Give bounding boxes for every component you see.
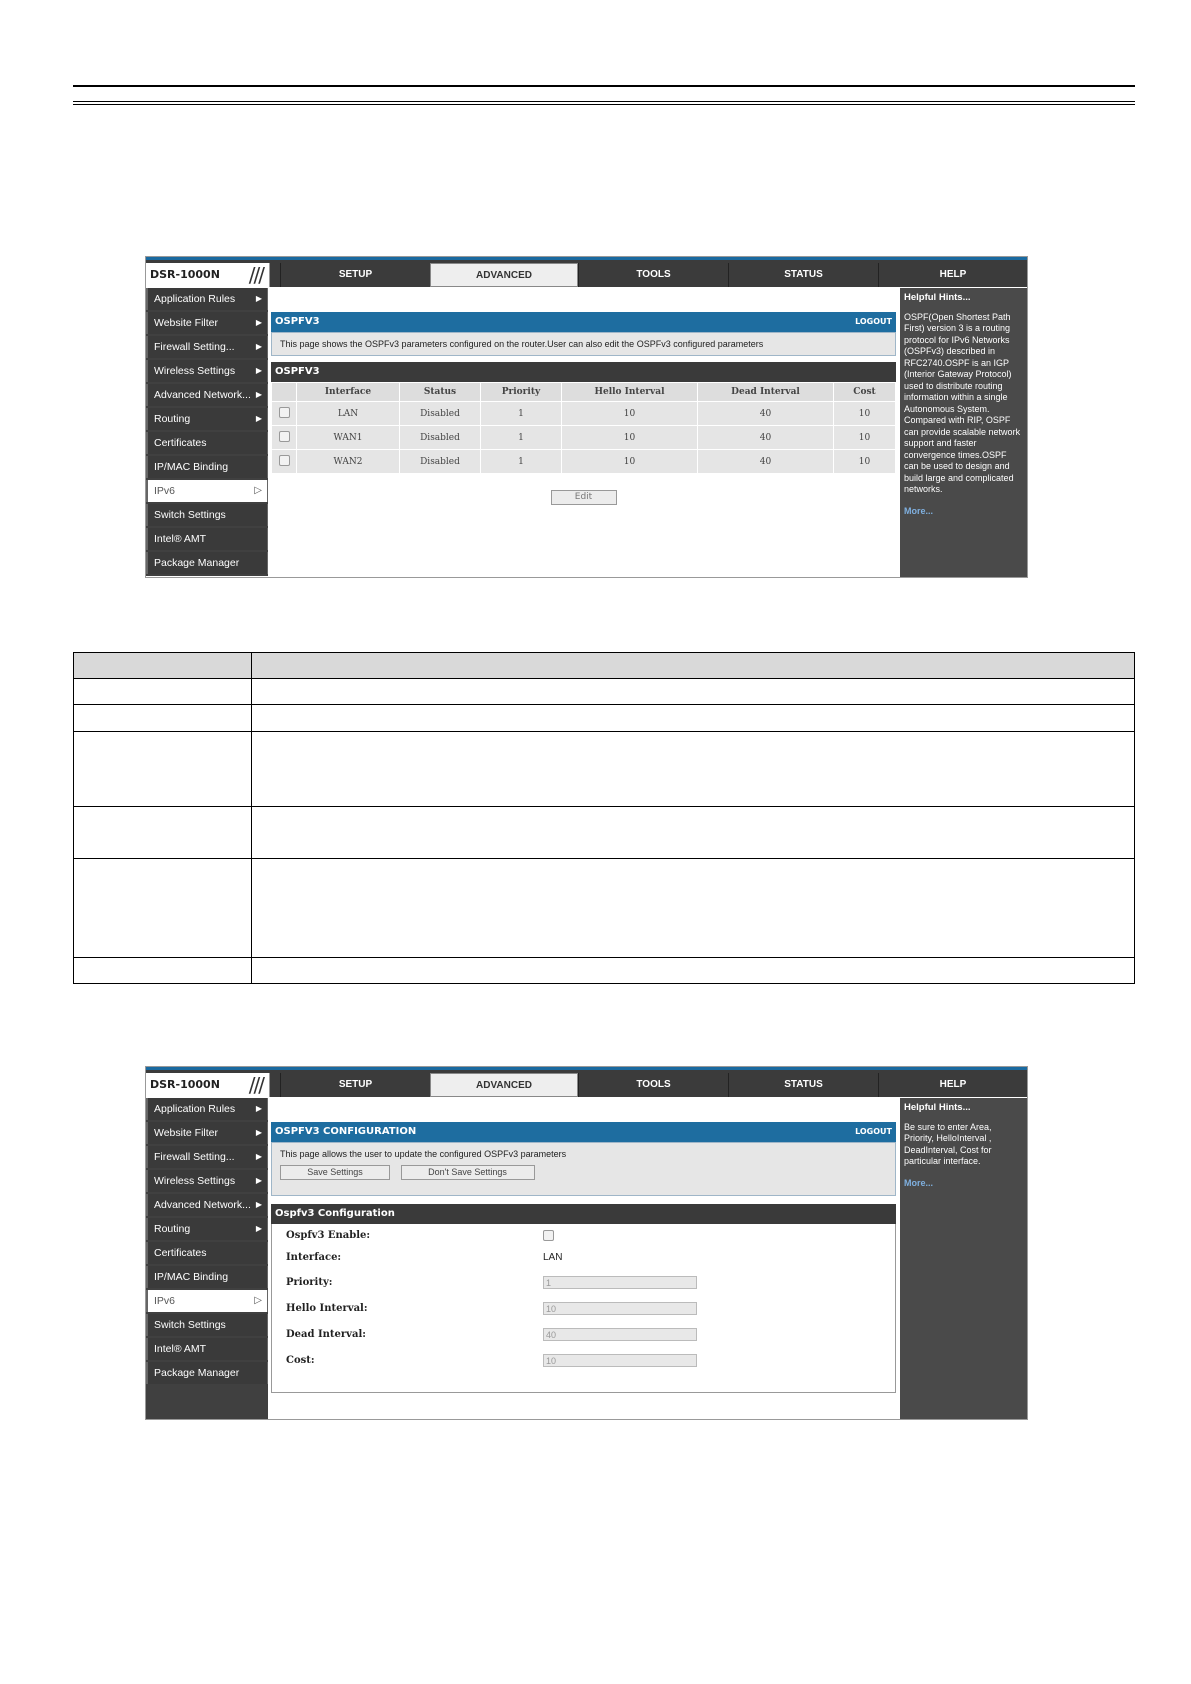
sidebar-item-firewall-setting[interactable] <box>146 1146 268 1168</box>
table-cell: 1 <box>481 402 562 426</box>
tab-tools[interactable]: TOOLS <box>578 263 728 287</box>
dead-interval-row <box>272 1323 895 1349</box>
table-cell: 10 <box>834 402 896 426</box>
caret-right-icon: ▶ <box>255 390 262 399</box>
dead-interval-label: Dead Interval: <box>286 1329 366 1340</box>
ospfv3-enable-row <box>272 1224 895 1246</box>
caret-right-icon: ▶ <box>255 1128 262 1137</box>
sidebar-item-label: Application Rules <box>154 293 236 305</box>
sidebar-item-label: Firewall Setting... <box>154 341 235 353</box>
table-cell <box>74 807 252 859</box>
column-header: Dead Interval <box>698 383 834 402</box>
table-cell: 10 <box>562 450 698 474</box>
sidebar <box>146 1098 268 1419</box>
ospfv3-enable-checkbox[interactable] <box>543 1230 554 1241</box>
sidebar-item-label: IPv6 <box>154 485 176 497</box>
field-description-table <box>73 652 1135 984</box>
sidebar-item-label: Advanced Network... <box>154 389 251 401</box>
sidebar-item-label: Package Manager <box>154 557 240 569</box>
table-cell: 10 <box>834 426 896 450</box>
column-header: Interface <box>297 383 400 402</box>
sidebar-item-website-filter[interactable] <box>146 312 268 334</box>
save-settings-button[interactable]: Save Settings <box>280 1165 390 1180</box>
top-nav <box>146 257 1027 287</box>
panel-header <box>271 1122 896 1142</box>
main-content <box>271 288 896 505</box>
ospfv3-configuration-screenshot <box>145 1066 1028 1420</box>
priority-label: Priority: <box>286 1277 333 1288</box>
table-header-row <box>272 383 896 402</box>
sidebar-item-switch-settings[interactable] <box>146 1314 268 1336</box>
caret-right-icon: ▶ <box>255 1176 262 1185</box>
sidebar-item-label: Advanced Network... <box>154 1199 251 1211</box>
sidebar-item-label: Certificates <box>154 437 207 449</box>
hello-interval-label: Hello Interval: <box>286 1303 368 1314</box>
tab-status[interactable]: STATUS <box>728 1073 878 1097</box>
sidebar-item-label: Package Manager <box>154 1367 240 1379</box>
row-checkbox[interactable] <box>272 402 297 426</box>
product-logo: DSR-1000N /// <box>146 263 270 287</box>
hello-interval-row <box>272 1297 895 1323</box>
help-title: Helpful Hints... <box>904 292 971 303</box>
sidebar-item-certificates[interactable] <box>146 1242 268 1264</box>
sidebar-item-application-rules[interactable] <box>146 288 268 310</box>
table-cell <box>252 859 1135 958</box>
caret-right-icon: ▶ <box>255 1152 262 1161</box>
column-header: Hello Interval <box>562 383 698 402</box>
sidebar-item-certificates[interactable] <box>146 432 268 454</box>
table-row <box>74 679 1135 705</box>
column-header: Status <box>400 383 481 402</box>
table-row <box>74 958 1135 984</box>
header-rule-double-2 <box>73 104 1135 105</box>
sidebar-item-label: IPv6 <box>154 1295 176 1307</box>
sidebar-item-label: Wireless Settings <box>154 1175 236 1187</box>
row-checkbox[interactable] <box>272 450 297 474</box>
tab-advanced[interactable]: ADVANCED <box>430 263 578 287</box>
column-header: Cost <box>834 383 896 402</box>
help-text: Be sure to enter Area, Priority, HelloInterval , DeadInterval, Cost for particular interface. <box>904 1121 992 1166</box>
tab-help[interactable]: HELP <box>878 1073 1027 1097</box>
select-column-header <box>272 383 297 402</box>
help-panel <box>900 288 1027 577</box>
table-row <box>74 859 1135 958</box>
sidebar-item-label: Switch Settings <box>154 1319 226 1331</box>
table-row <box>74 705 1135 732</box>
sidebar-item-routing[interactable] <box>146 1218 268 1240</box>
sidebar-item-label: Routing <box>154 413 191 425</box>
table-cell <box>74 859 252 958</box>
caret-right-icon: ▶ <box>255 342 262 351</box>
help-more-link[interactable]: More... <box>904 505 934 516</box>
panel-header <box>271 312 896 332</box>
help-title: Helpful Hints... <box>904 1102 971 1113</box>
tab-tools[interactable]: TOOLS <box>578 1073 728 1097</box>
sidebar-item-label: Application Rules <box>154 1103 236 1115</box>
caret-right-outline-icon: ▷ <box>254 485 262 496</box>
table-cell <box>252 679 1135 705</box>
header-rule-top <box>73 85 1135 87</box>
sidebar-item-firewall-setting[interactable] <box>146 336 268 358</box>
table-cell: Disabled <box>400 402 481 426</box>
help-text: OSPF(Open Shortest Path First) version 3 is a routing protocol for IPv6 Networks (OSPFv3) described in RFC2740.OSPF is an IGP (Interior Gateway Protocol) used to distribute routing information within a single Autonomous System. Compared with RIP, OSPF can provide scalable network support and faster convergence times.OSPF can be used to design and build large and complicated networks. <box>904 311 1021 494</box>
table-cell: LAN <box>297 402 400 426</box>
tab-advanced[interactable]: ADVANCED <box>430 1073 578 1097</box>
help-panel <box>900 1098 1027 1419</box>
table-cell: 1 <box>481 450 562 474</box>
sidebar-item-label: Certificates <box>154 1247 207 1259</box>
table-row[interactable] <box>272 426 896 450</box>
sidebar-item-label: IP/MAC Binding <box>154 1271 229 1283</box>
table-cell <box>74 732 252 807</box>
table-cell <box>74 958 252 984</box>
dont-save-settings-button[interactable]: Don't Save Settings <box>401 1165 535 1180</box>
hello-interval-input[interactable]: 10 <box>543 1302 697 1315</box>
panel-description: This page shows the OSPFv3 parameters configured on the router.User can also edit the OSPFv3 configured parameters <box>271 332 896 356</box>
table-cell: 10 <box>562 426 698 450</box>
table-cell <box>74 705 252 732</box>
caret-right-outline-icon: ▷ <box>254 1295 262 1306</box>
sidebar-item-ip-mac-binding[interactable] <box>146 1266 268 1288</box>
panel-title: OSPFV3 CONFIGURATION <box>275 1126 417 1137</box>
caret-right-icon: ▶ <box>255 366 262 375</box>
product-logo: DSR-1000N /// <box>146 1073 270 1097</box>
sidebar-item-application-rules[interactable] <box>146 1098 268 1120</box>
row-checkbox[interactable] <box>272 426 297 450</box>
caret-right-icon: ▶ <box>255 414 262 423</box>
table-cell <box>252 732 1135 807</box>
cost-input[interactable]: 10 <box>543 1354 697 1367</box>
table-cell: 40 <box>698 450 834 474</box>
dead-interval-input[interactable]: 40 <box>543 1328 697 1341</box>
tab-setup[interactable]: SETUP <box>280 1073 430 1097</box>
panel-description <box>271 1142 896 1196</box>
header-rule-double <box>73 101 1135 102</box>
caret-right-icon: ▶ <box>255 318 262 327</box>
section-title: Ospfv3 Configuration <box>271 1204 896 1224</box>
sidebar-item-website-filter[interactable] <box>146 1122 268 1144</box>
sidebar-item-package-manager[interactable] <box>146 552 268 574</box>
sidebar-item-ipv6[interactable] <box>146 1290 268 1312</box>
sidebar-item-label: Routing <box>154 1223 191 1235</box>
sidebar-item-wireless-settings[interactable] <box>146 360 268 382</box>
table-cell: 10 <box>834 450 896 474</box>
main-content <box>271 1098 896 1393</box>
table-cell: 40 <box>698 402 834 426</box>
sidebar-item-label: IP/MAC Binding <box>154 461 229 473</box>
table-cell <box>74 653 252 679</box>
sidebar-item-intel-amt[interactable] <box>146 1338 268 1360</box>
interface-value: LAN <box>543 1252 563 1263</box>
help-more-link[interactable]: More... <box>904 1177 934 1188</box>
interface-row <box>272 1246 895 1271</box>
top-nav <box>146 1067 1027 1097</box>
panel-title: OSPFV3 <box>275 316 320 327</box>
panel-description-text: This page allows the user to update the configured OSPFv3 parameters <box>280 1149 567 1159</box>
cost-label: Cost: <box>286 1355 315 1366</box>
logout-link[interactable]: LOGOUT <box>855 317 892 326</box>
table-row[interactable] <box>272 450 896 474</box>
sidebar-item-ip-mac-binding[interactable] <box>146 456 268 478</box>
table-row[interactable] <box>272 402 896 426</box>
sidebar-item-label: Intel® AMT <box>154 533 207 545</box>
table-row <box>74 807 1135 859</box>
sidebar-item-label: Switch Settings <box>154 509 226 521</box>
table-cell <box>252 958 1135 984</box>
config-form <box>271 1224 896 1393</box>
tab-status[interactable]: STATUS <box>728 263 878 287</box>
table-cell: WAN1 <box>297 426 400 450</box>
sidebar-item-wireless-settings[interactable] <box>146 1170 268 1192</box>
edit-button[interactable]: Edit <box>551 490 617 505</box>
table-cell: Disabled <box>400 426 481 450</box>
sidebar <box>146 288 268 576</box>
sidebar-item-label: Intel® AMT <box>154 1343 207 1355</box>
table-cell: 1 <box>481 426 562 450</box>
table-cell <box>252 653 1135 679</box>
sidebar-item-advanced-network[interactable] <box>146 384 268 406</box>
caret-right-icon: ▶ <box>255 1200 262 1209</box>
column-header: Priority <box>481 383 562 402</box>
sidebar-item-switch-settings[interactable] <box>146 504 268 526</box>
sidebar-item-routing[interactable] <box>146 408 268 430</box>
tab-setup[interactable]: SETUP <box>280 263 430 287</box>
ospfv3-table <box>271 382 896 474</box>
caret-right-icon: ▶ <box>255 294 262 303</box>
ospfv3-enable-label: Ospfv3 Enable: <box>286 1230 371 1241</box>
table-cell <box>74 679 252 705</box>
table-cell <box>252 807 1135 859</box>
caret-right-icon: ▶ <box>255 1224 262 1233</box>
cost-row <box>272 1349 895 1375</box>
sidebar-item-label: Firewall Setting... <box>154 1151 235 1163</box>
section-title: OSPFV3 <box>271 362 896 382</box>
priority-row <box>272 1271 895 1297</box>
tab-help[interactable]: HELP <box>878 263 1027 287</box>
sidebar-item-advanced-network[interactable] <box>146 1194 268 1216</box>
caret-right-icon: ▶ <box>255 1104 262 1113</box>
sidebar-item-label: Website Filter <box>154 1127 218 1139</box>
sidebar-item-intel-amt[interactable] <box>146 528 268 550</box>
logout-link[interactable]: LOGOUT <box>855 1127 892 1136</box>
interface-label: Interface: <box>286 1252 342 1263</box>
table-cell: 40 <box>698 426 834 450</box>
table-header-row <box>74 653 1135 679</box>
sidebar-item-label: Wireless Settings <box>154 365 236 377</box>
table-cell <box>252 705 1135 732</box>
table-row <box>74 732 1135 807</box>
table-cell: WAN2 <box>297 450 400 474</box>
sidebar-item-ipv6[interactable] <box>146 480 268 502</box>
table-cell: 10 <box>562 402 698 426</box>
sidebar-item-package-manager[interactable] <box>146 1362 268 1384</box>
sidebar-item-label: Website Filter <box>154 317 218 329</box>
table-cell: Disabled <box>400 450 481 474</box>
priority-input[interactable]: 1 <box>543 1276 697 1289</box>
ospfv3-screenshot <box>145 256 1028 578</box>
